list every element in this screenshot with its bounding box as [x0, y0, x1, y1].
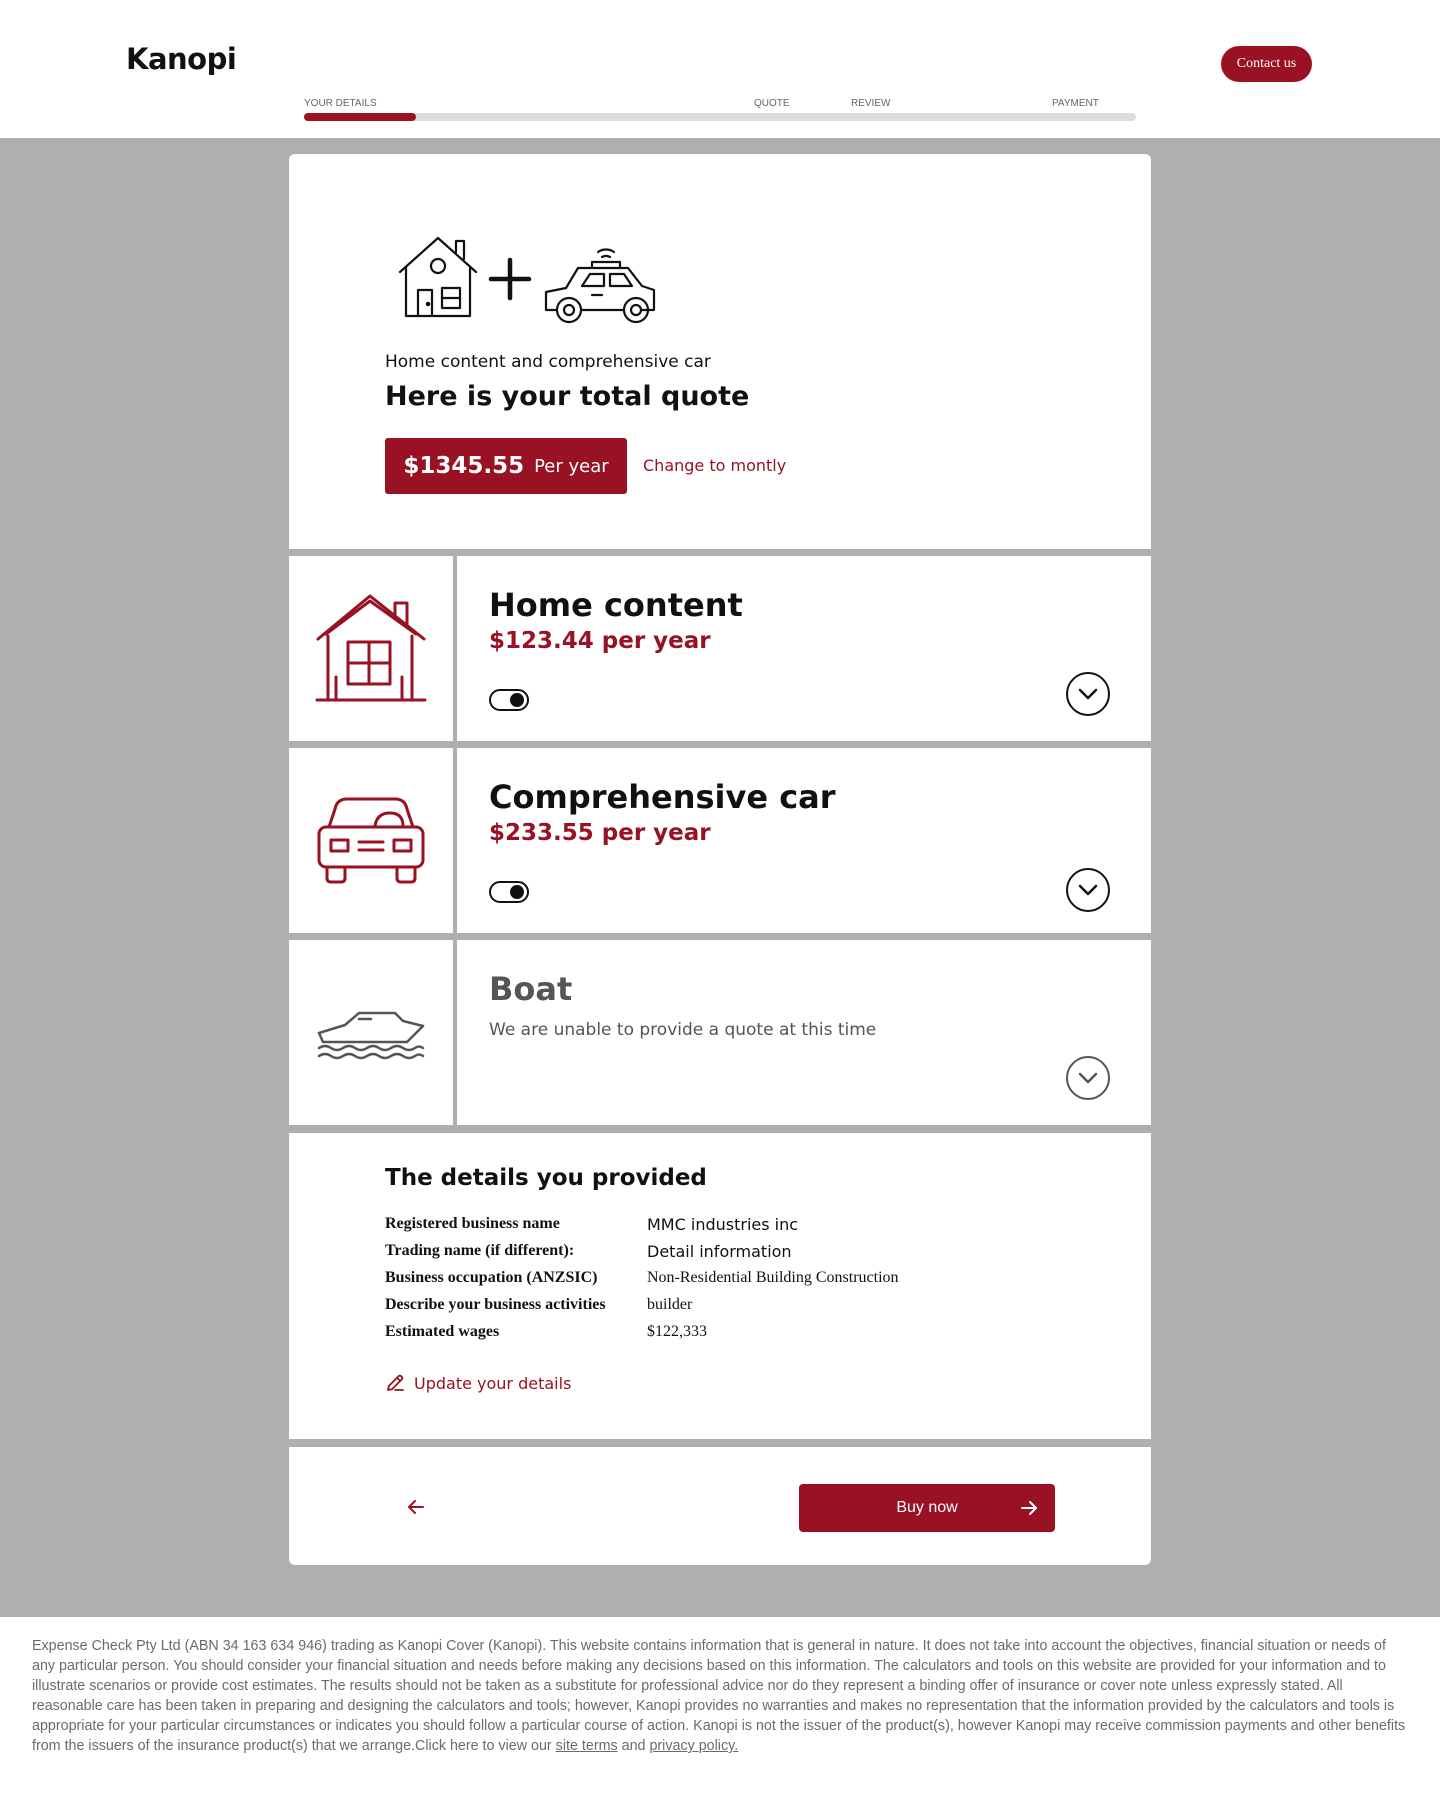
product-icon-cell [289, 748, 453, 933]
taxi-outline-icon [546, 249, 654, 322]
disclaimer-text: Expense Check Pty Ltd (ABN 34 163 634 946) trading as Kanopi Cover (Kanopi). This website contains information that is general in nature. It does not take into account the objectives, financial situation or needs of any particular person. You should consider your financial situation and needs before making any decisions based on this information. The calculators and tools on this website are provided for your information and to illustrate scenarios or provide cost estimates. The results should not be taken as a substitute for professional advice nor do they represent a binding offer of insurance or cover note unless expressly stated. All reasonable care has been taken in preparing and designing the calculators and tools; however, Kanopi provides no warranties and makes no representation that the information provided by the calculators and tools is appropriate for your particular circumstances or indicates you should follow a particular course of action. Kanopi is not the issuer of the product(s), however Kanopi may receive commission payments and other benefits from the issuers of the insurance product(s) that we arrange.Click here to view our [32, 1638, 1406, 1754]
product-row-boat [289, 940, 1151, 1125]
comprehensive-car-toggle[interactable] [489, 881, 529, 903]
chevron-down-icon [1076, 878, 1100, 902]
kanopi-logo[interactable]: Kanopi [126, 42, 237, 76]
expand-comprehensive-car-button[interactable] [1066, 868, 1110, 912]
quote-illustration [396, 234, 656, 328]
quote-summary-card [289, 154, 1151, 549]
step-your-details: YOUR DETAILS [304, 98, 377, 109]
detail-label: Describe your business activities [385, 1296, 606, 1313]
chevron-down-icon [1076, 1066, 1100, 1090]
contact-us-button[interactable]: Contact us [1221, 46, 1312, 82]
product-title: Home content [489, 586, 743, 624]
detail-value: Detail information [647, 1242, 792, 1261]
product-unavailable-note: We are unable to provide a quote at this time [489, 1020, 877, 1040]
detail-label: Business occupation (ANZSIC) [385, 1269, 598, 1286]
home-content-toggle[interactable] [489, 689, 529, 711]
product-row-comprehensive-car [289, 748, 1151, 933]
progress-bar [304, 113, 1136, 121]
arrow-left-icon [406, 1497, 426, 1517]
site-header [0, 0, 1440, 138]
step-payment: PAYMENT [1052, 98, 1099, 109]
car-icon [315, 795, 427, 887]
expand-boat-button[interactable] [1066, 1056, 1110, 1100]
footer-and: and [621, 1738, 646, 1754]
product-row-home-content [289, 556, 1151, 741]
detail-value: MMC industries inc [647, 1215, 799, 1234]
product-body [457, 940, 1151, 1125]
product-price: $123.44 per year [489, 628, 711, 654]
quote-subtitle: Home content and comprehensive car [385, 352, 711, 372]
detail-value: builder [647, 1296, 693, 1313]
change-to-monthly-link[interactable]: Change to montly [643, 456, 787, 475]
site-terms-link[interactable]: site terms [555, 1738, 618, 1754]
expand-home-content-button[interactable] [1066, 672, 1110, 716]
total-price-amount: $1345.55 [403, 453, 525, 479]
product-title: Boat [489, 970, 573, 1008]
product-icon-cell [289, 940, 453, 1125]
product-body [457, 556, 1151, 741]
privacy-policy-link[interactable]: privacy policy. [649, 1738, 739, 1754]
house-outline-icon [400, 238, 476, 316]
update-details-link[interactable] [385, 1373, 571, 1393]
back-button[interactable] [401, 1492, 431, 1522]
house-icon [315, 593, 427, 705]
progress-fill [304, 113, 416, 121]
boat-icon [315, 1005, 427, 1061]
product-icon-cell [289, 556, 453, 741]
quote-title: Here is your total quote [385, 381, 750, 412]
site-footer [0, 1617, 1440, 1796]
chevron-down-icon [1076, 682, 1100, 706]
details-title: The details you provided [385, 1165, 707, 1191]
arrow-right-icon [1019, 1498, 1039, 1518]
update-details-label: Update your details [414, 1373, 572, 1393]
detail-label: Registered business name [385, 1215, 560, 1232]
product-body [457, 748, 1151, 933]
details-card [289, 1133, 1151, 1439]
total-price-period: Per year [534, 455, 609, 477]
total-price-badge [385, 438, 627, 494]
detail-value: Non-Residential Building Construction [647, 1269, 899, 1286]
product-price: $233.55 per year [489, 820, 711, 846]
step-quote: QUOTE [754, 98, 790, 109]
detail-value: $122,333 [647, 1323, 707, 1340]
buy-now-label: Buy now [896, 1499, 958, 1516]
detail-label: Trading name (if different): [385, 1242, 575, 1259]
plus-icon [491, 260, 529, 298]
product-title: Comprehensive car [489, 778, 836, 816]
pencil-icon [385, 1373, 405, 1393]
step-review: REVIEW [851, 98, 891, 109]
navigation-card [289, 1447, 1151, 1565]
buy-now-button[interactable] [799, 1484, 1055, 1532]
detail-label: Estimated wages [385, 1323, 500, 1340]
footer-disclaimer [32, 1636, 1412, 1756]
